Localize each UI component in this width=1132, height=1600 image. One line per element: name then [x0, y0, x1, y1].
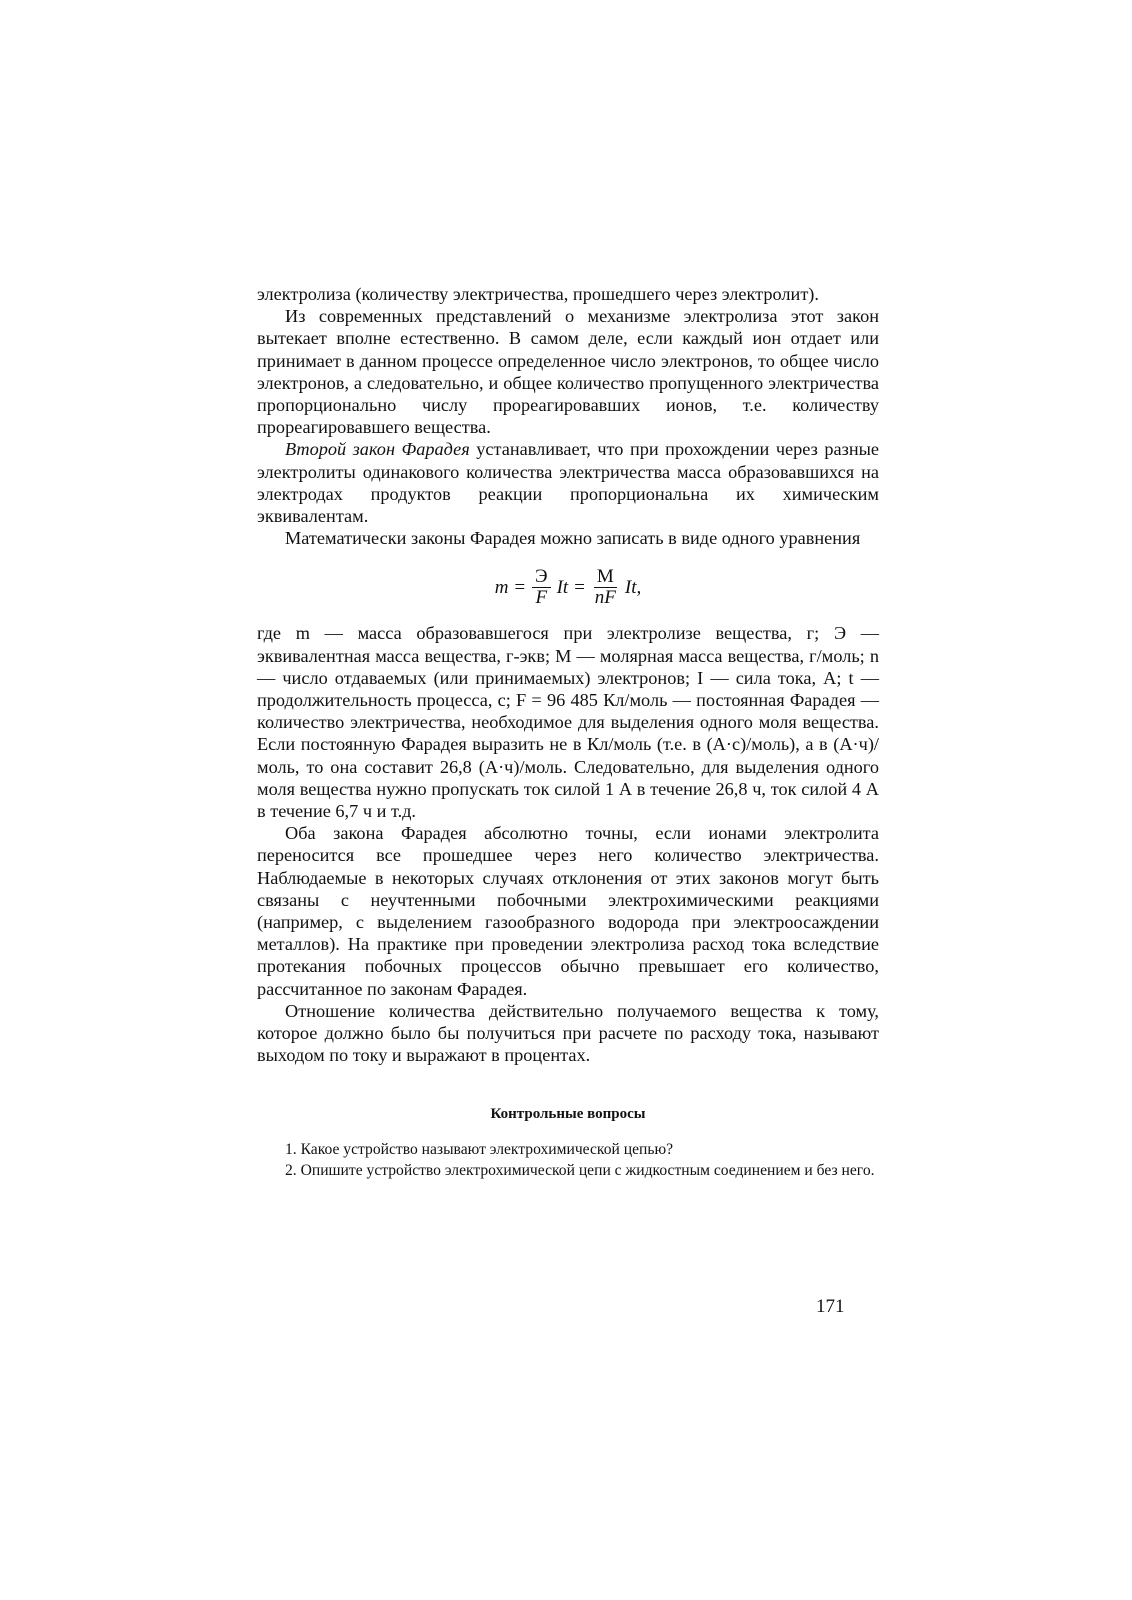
formula-middle: It =: [556, 576, 586, 598]
formula-lhs: m =: [494, 576, 527, 598]
fraction-2-denominator: nF: [594, 587, 616, 609]
fraction-1-denominator: F: [535, 587, 548, 609]
question-item: 1. Какое устройство называют электрохимической цепью?: [285, 1140, 674, 1158]
section-heading: Контрольные вопросы: [490, 1105, 646, 1122]
paragraph-math-intro: Математически законы Фарадея можно записать в виде одного уравнения: [285, 528, 861, 549]
paragraph-continuation: электролиза (количеству электричества, прошедшего через электролит).: [257, 284, 819, 304]
formula-fraction-2: [592, 567, 619, 608]
paragraph-current-yield: Отношение количества действительно получаемого вещества к тому, которое должно было бы получиться при расчете по расходу тока, называют выходом по току и выражают в процентах.: [257, 1000, 879, 1066]
paragraph-first-law-explanation: Из современных представлений о механизме электролиза этот закон вытекает вполне естественно. В самом деле, если каждый ион отдает или принимает в данном процессе определенное число электронов, то общее число электронов, а следовательно, и общее количество пропущенного электричества пропорционально числу прореагировавших ионов, т.е. количеству прореагировавшего вещества.: [257, 306, 879, 438]
formula-tail: It,: [624, 576, 642, 598]
faraday-formula: [495, 567, 642, 608]
page-number: 171: [816, 1296, 845, 1317]
fraction-2-numerator: M: [594, 567, 617, 588]
fraction-1-numerator: Э: [532, 567, 551, 588]
faraday-formula-block: [257, 567, 879, 608]
question-item: 2. Опишите устройство электрохимической цепи с жидкостным соединением и без него.: [285, 1161, 875, 1179]
paragraph-accuracy: Оба закона Фарадея абсолютно точны, если ионами электролита переносится все прошедшее через него количество электричества. Наблюдаемые в некоторых случаях отклонения от этих законов могут быть связаны с неучтенными побочными электрохимическими реакциями (например, с выделением газообразного водорода при электроосаждении металлов). На практике при проведении электролиза расход тока вследствие протекания побочных процессов обычно превышает его количество, рассчитанное по законам Фарадея.: [257, 823, 879, 999]
second-law-term: Второй закон Фарадея: [285, 439, 470, 460]
paragraph-second-law: [257, 438, 879, 527]
page-body: [257, 283, 879, 1181]
formula-fraction-1: [532, 567, 551, 608]
paragraph-variable-definitions: где m — масса образовавшегося при электролизе вещества, г; Э — эквивалентная масса вещества, г-экв; M — молярная масса вещества, г/моль; n — число отдаваемых (или принимаемых) электронов; I — сила тока, А; t — продолжительность процесса, с; F = 96 485 Кл/моль — постоянная Фарадея — количество электричества, необходимое для выделения одного моля вещества. Если постоянную Фарадея выразить не в Кл/моль (т.е. в (А·с)/моль), а в (А·ч)/моль, то она составит 26,8 (А·ч)/моль. Следовательно, для выделения одного моля вещества нужно пропускать ток силой 1 А в течение 26,8 ч, ток силой 4 А в течение 6,7 ч и т.д.: [257, 623, 879, 822]
second-law-text: устанавливает, что при прохождении через разные электролиты одинакового количества электричества масса образовавшихся на электродах продуктов реакции пропорциональна их химическим эквивалентам.: [257, 439, 879, 527]
